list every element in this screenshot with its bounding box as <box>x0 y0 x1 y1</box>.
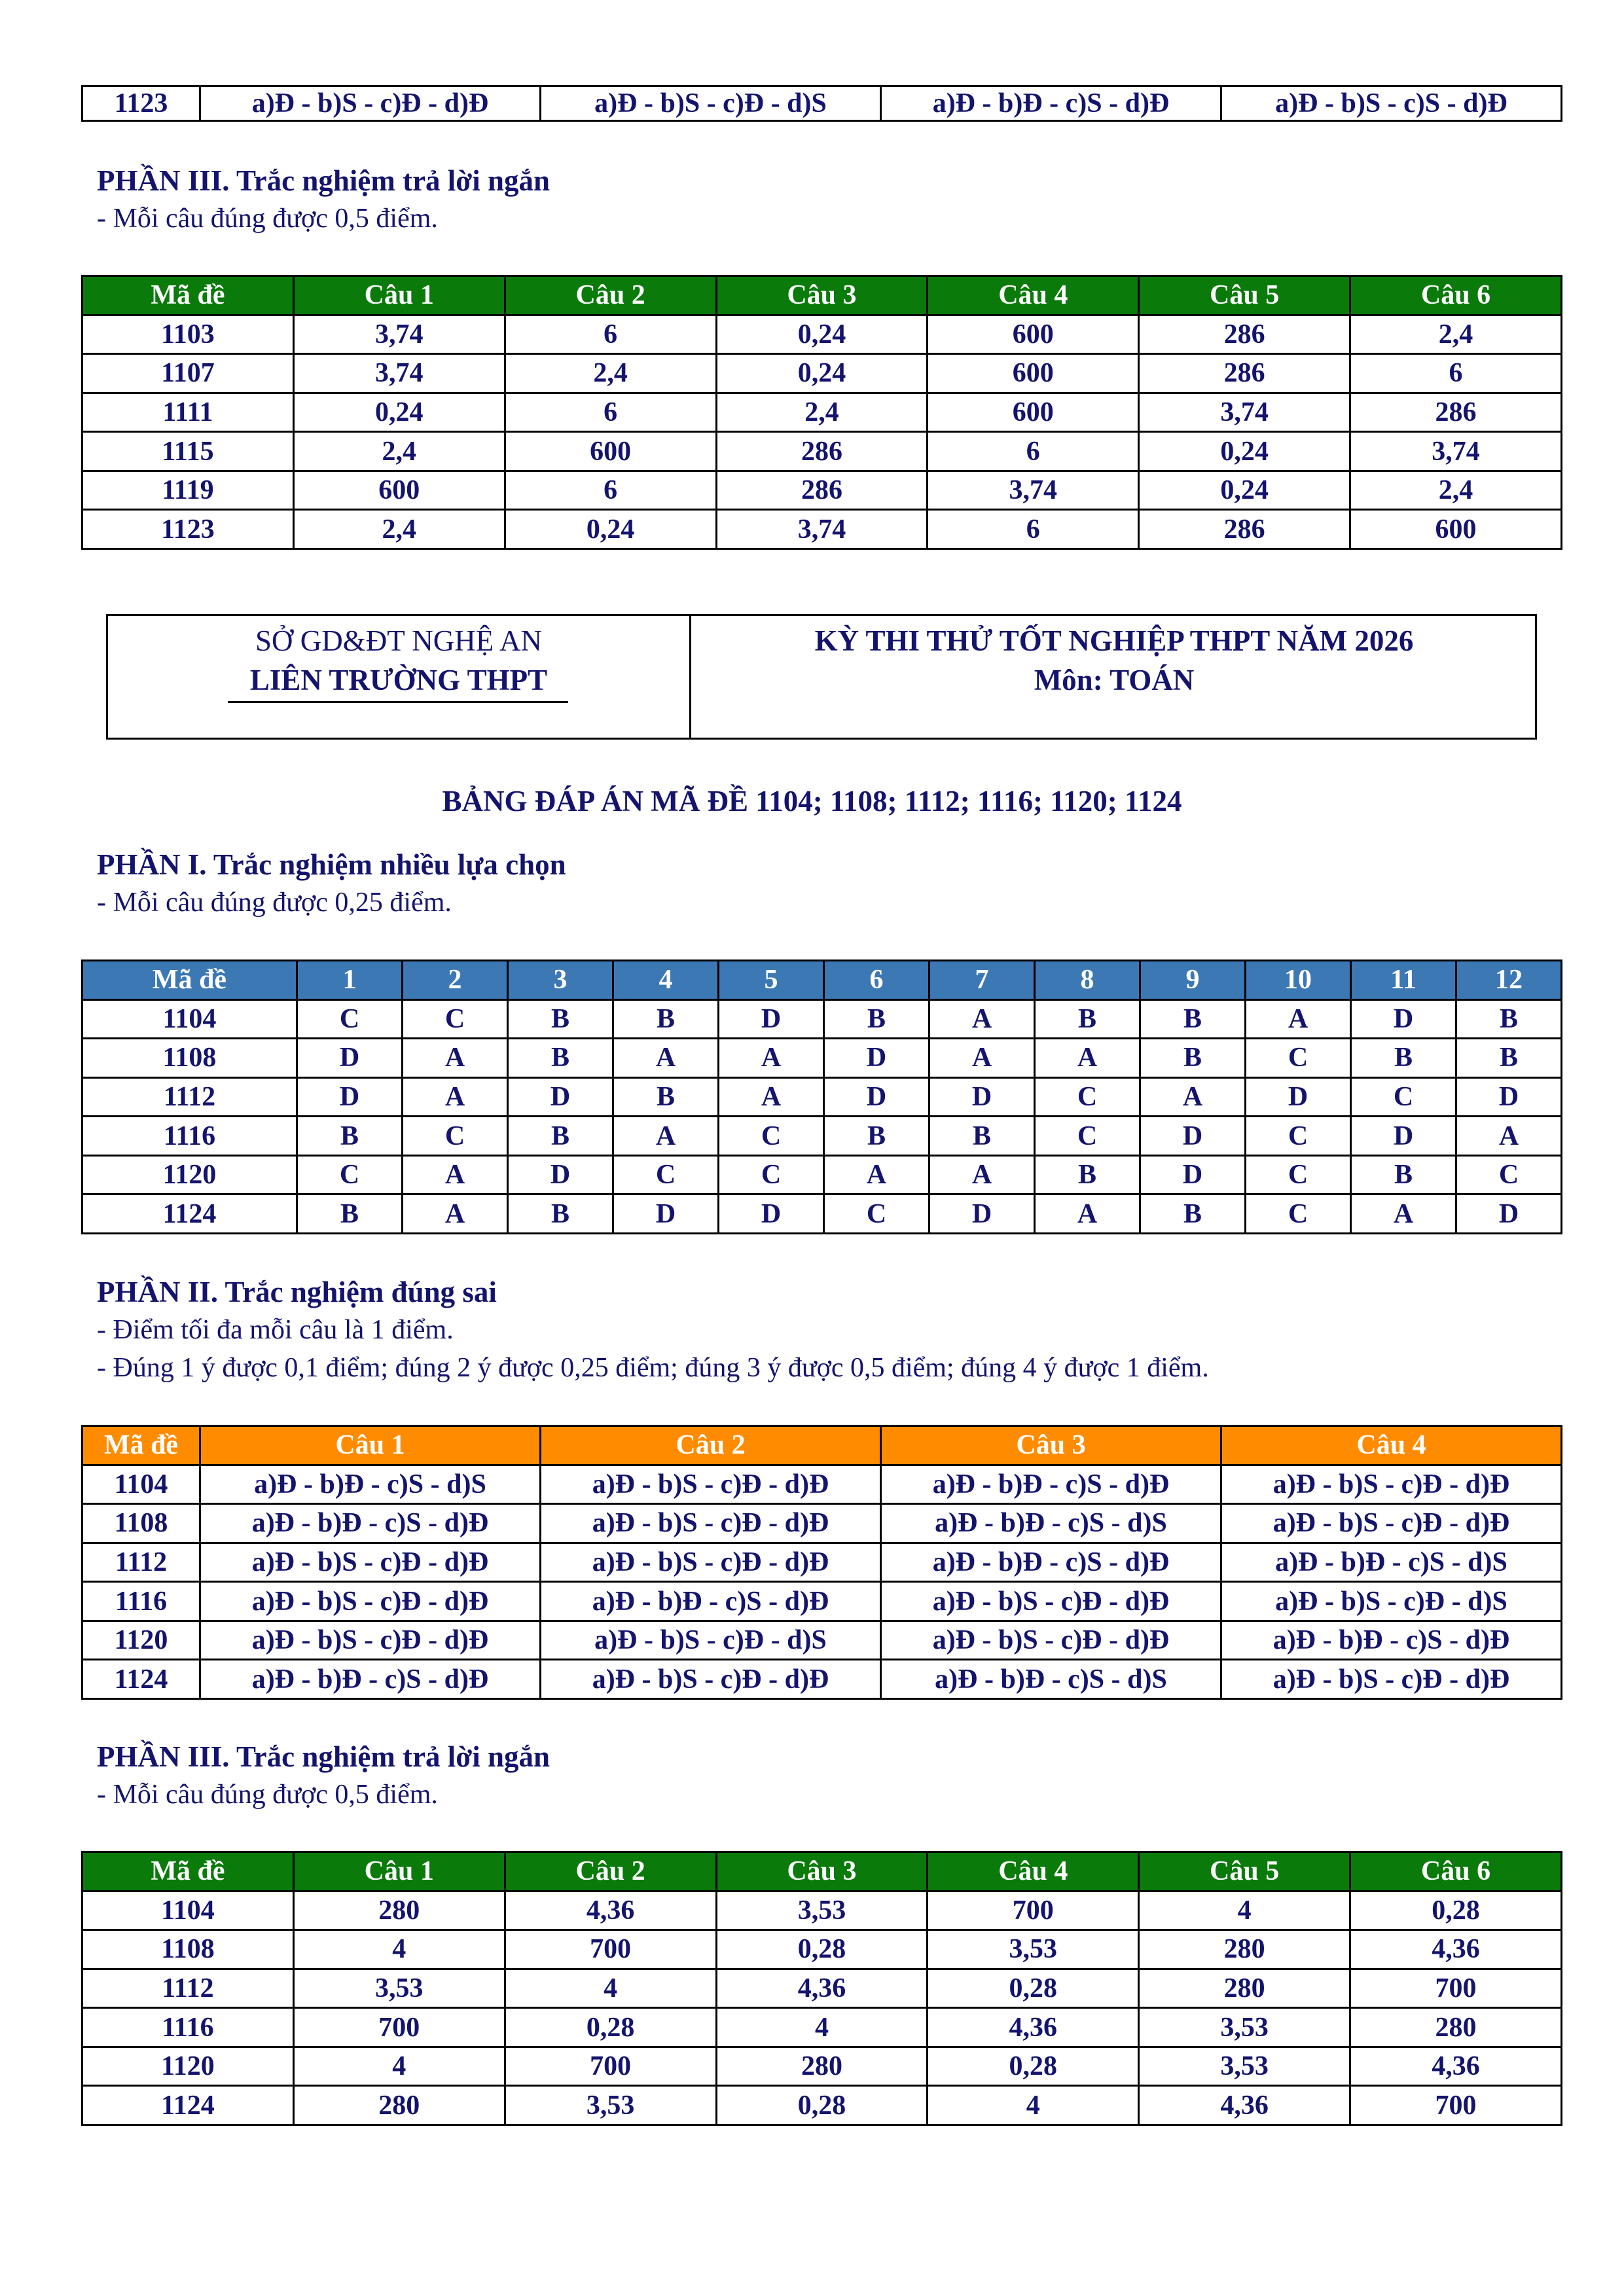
table-row <box>82 1582 1562 1621</box>
column-header: Câu 3 <box>881 1426 1221 1465</box>
answer-cell: C <box>1246 1194 1351 1234</box>
answer-cell: C <box>403 999 508 1039</box>
answer-cell: 3,53 <box>1139 2008 1350 2047</box>
answer-cell: A <box>1246 999 1351 1039</box>
answer-cell: D <box>297 1077 403 1117</box>
answer-cell: a)Đ - b)S - c)Đ - d)Đ <box>881 1582 1221 1621</box>
column-header: Mã đề <box>82 1852 294 1892</box>
answer-key-title: BẢNG ĐÁP ÁN MÃ ĐỀ 1104; 1108; 1112; 1116; 1120; 1124 <box>442 785 1182 817</box>
answer-cell: C <box>1246 1117 1351 1156</box>
code-cell: 1108 <box>82 1039 297 1078</box>
column-header: 6 <box>824 961 929 1000</box>
column-header: 4 <box>613 961 719 1000</box>
section-note: - Mỗi câu đúng được 0,5 điểm. <box>97 1780 438 1810</box>
code-cell: 1112 <box>82 1543 200 1582</box>
column-header: Câu 4 <box>928 276 1139 315</box>
exam-title: KỲ THI THỬ TỐT NGHIỆP THPT NĂM 2026 <box>814 624 1414 657</box>
answer-cell: a)Đ - b)S - c)Đ - d)Đ <box>1221 1465 1562 1504</box>
answer-cell: 700 <box>293 2008 505 2047</box>
column-header: Câu 3 <box>716 1852 928 1892</box>
answer-cell: A <box>613 1039 719 1078</box>
answer-cell: a)Đ - b)S - c)Đ - d)S <box>541 1621 881 1660</box>
answer-cell: C <box>1246 1039 1351 1078</box>
table-row <box>82 999 1562 1039</box>
answer-cell: A <box>719 1077 824 1117</box>
answer-cell: 0,24 <box>716 354 928 393</box>
code-cell: 1107 <box>82 354 294 393</box>
code-cell: 1108 <box>82 1930 294 1969</box>
column-header: 12 <box>1456 961 1562 1000</box>
answer-cell: 3,74 <box>928 471 1139 510</box>
answer-cell: 4 <box>505 1969 716 2008</box>
answer-cell: D <box>297 1039 403 1078</box>
answer-cell: a)Đ - b)S - c)Đ - d)S <box>1221 1582 1562 1621</box>
column-header: Câu 2 <box>505 1852 716 1892</box>
answer-cell: 3,74 <box>716 510 928 549</box>
answer-cell: A <box>1351 1194 1456 1234</box>
answer-cell: B <box>929 1117 1035 1156</box>
answer-cell: 0,28 <box>505 2008 716 2047</box>
answer-cell: C <box>1035 1117 1140 1156</box>
answer-cell: a)Đ - b)Đ - c)S - d)Đ <box>200 1504 541 1543</box>
code-cell: 1123 <box>82 510 294 549</box>
answer-cell: 0,28 <box>716 2086 928 2125</box>
answer-cell: D <box>613 1194 719 1234</box>
answer-cell: 286 <box>1139 510 1350 549</box>
answer-cell: 2,4 <box>293 510 505 549</box>
table-row <box>82 1194 1562 1234</box>
column-header: Câu 1 <box>200 1426 541 1465</box>
answer-cell: A <box>719 1039 824 1078</box>
answer-cell: 0,28 <box>716 1930 928 1969</box>
section-note: - Đúng 1 ý được 0,1 điểm; đúng 2 ý được 0,25 điểm; đúng 3 ý được 0,5 điểm; đúng 4 ý được 1 điểm. <box>97 1353 1209 1383</box>
column-header: Câu 5 <box>1139 276 1350 315</box>
answer-cell: 2,4 <box>1350 471 1562 510</box>
answer-cell: B <box>613 1077 719 1117</box>
answer-cell: a)Đ - b)Đ - c)S - d)Đ <box>541 1582 881 1621</box>
answer-cell: B <box>297 1194 403 1234</box>
answer-cell: D <box>824 1077 929 1117</box>
subject-name: Môn: TOÁN <box>1034 664 1195 696</box>
answer-cell: B <box>1351 1039 1456 1078</box>
answer-cell: a)Đ - b)Đ - c)S - d)Đ <box>1221 1621 1562 1660</box>
answer-cell: A <box>403 1194 508 1234</box>
section-title: PHẦN III. Trắc nghiệm trả lời ngắn <box>97 164 550 197</box>
answer-cell: 3,74 <box>293 354 505 393</box>
answer-cell: 4,36 <box>928 2008 1139 2047</box>
answer-cell: B <box>1456 1039 1562 1078</box>
header-row <box>82 961 1562 1000</box>
table-row <box>82 1155 1562 1194</box>
answer-cell: A <box>1035 1194 1140 1234</box>
part3-table-block1 <box>81 275 1562 550</box>
answer-cell: 3,74 <box>1350 432 1562 471</box>
part3-table-block2 <box>81 1851 1562 2126</box>
answer-cell: 6 <box>505 393 716 432</box>
table-row <box>82 1117 1562 1156</box>
code-cell: 1124 <box>82 1194 297 1234</box>
answer-cell: D <box>824 1039 929 1078</box>
part2-table <box>81 1425 1562 1700</box>
answer-cell: 4,36 <box>716 1969 928 2008</box>
answer-cell: 600 <box>505 432 716 471</box>
answer-cell: D <box>1351 1117 1456 1156</box>
code-cell: 1112 <box>82 1969 294 2008</box>
answer-cell: B <box>508 1039 613 1078</box>
answer-cell: C <box>297 999 403 1039</box>
answer-cell: 700 <box>1350 1969 1562 2008</box>
answer-cell: C <box>403 1117 508 1156</box>
answer-cell: D <box>508 1155 613 1194</box>
answer-cell: 6 <box>505 315 716 354</box>
answer-cell: 0,24 <box>1139 432 1350 471</box>
answer-cell: C <box>613 1155 719 1194</box>
answer-cell: 2,4 <box>1350 315 1562 354</box>
section-note: - Mỗi câu đúng được 0,5 điểm. <box>97 204 438 234</box>
table-row <box>82 315 1562 354</box>
code-cell: 1124 <box>82 1660 200 1699</box>
answer-cell: 2,4 <box>716 393 928 432</box>
answer-cell: a)Đ - b)S - c)Đ - d)Đ <box>200 1582 541 1621</box>
column-header: Mã đề <box>82 276 294 315</box>
answer-cell: 4 <box>1139 1891 1350 1930</box>
answer-cell: a)Đ - b)Đ - c)S - d)Đ <box>200 1660 541 1699</box>
answer-cell: A <box>929 1039 1035 1078</box>
table-row <box>82 1621 1562 1660</box>
answer-cell: a)Đ - b)S - c)Đ - d)Đ <box>1221 1660 1562 1699</box>
answer-cell: 286 <box>1139 354 1350 393</box>
code-cell: 1124 <box>82 2086 294 2125</box>
table-row <box>82 1504 1562 1543</box>
answer-cell: 286 <box>716 432 928 471</box>
answer-cell: B <box>1140 1039 1246 1078</box>
answer-cell: 286 <box>1350 393 1562 432</box>
section-note: - Điểm tối đa mỗi câu là 1 điểm. <box>97 1315 454 1345</box>
answer-cell: D <box>1140 1155 1246 1194</box>
answer-cell: A <box>403 1039 508 1078</box>
exam-header-box <box>106 614 1537 740</box>
answer-cell: a)Đ - b)S - c)Đ - d)Đ <box>200 1543 541 1582</box>
table-row <box>82 1039 1562 1078</box>
answer-cell: B <box>1456 999 1562 1039</box>
column-header: Câu 6 <box>1350 276 1562 315</box>
answer-cell: B <box>824 1117 929 1156</box>
answer-cell: a)Đ - b)Đ - c)S - d)S <box>881 1504 1221 1543</box>
column-header: Câu 6 <box>1350 1852 1562 1892</box>
header-row <box>82 1426 1562 1465</box>
table-row <box>82 1891 1562 1930</box>
answer-cell: 3,53 <box>928 1930 1139 1969</box>
answer-cell: B <box>824 999 929 1039</box>
answer-cell: 4,36 <box>1350 2047 1562 2086</box>
column-header: Câu 4 <box>928 1852 1139 1892</box>
answer-cell: 700 <box>505 1930 716 1969</box>
answer-cell: C <box>1351 1077 1456 1117</box>
answer-cell: C <box>719 1155 824 1194</box>
answer-cell: 600 <box>928 354 1139 393</box>
answer-cell: C <box>719 1117 824 1156</box>
column-header: Câu 1 <box>293 276 505 315</box>
table-row <box>82 2008 1562 2047</box>
answer-cell: 6 <box>1350 354 1562 393</box>
answer-cell: B <box>1035 1155 1140 1194</box>
answer-cell: 3,74 <box>293 315 505 354</box>
answer-cell: 4 <box>293 2047 505 2086</box>
column-header: 5 <box>719 961 824 1000</box>
table-row <box>82 86 1562 121</box>
answer-cell: A <box>403 1077 508 1117</box>
answer-cell: 4,36 <box>505 1891 716 1930</box>
answer-cell: a)Đ - b)Đ - c)S - d)Đ <box>881 1543 1221 1582</box>
school-underline <box>228 701 568 703</box>
section-title: PHẦN II. Trắc nghiệm đúng sai <box>97 1276 497 1308</box>
answer-cell: A <box>824 1155 929 1194</box>
answer-cell: 280 <box>293 2086 505 2125</box>
answer-cell: a)Đ - b)S - c)Đ - d)S <box>541 86 881 121</box>
answer-cell: 600 <box>1350 510 1562 549</box>
answer-cell: D <box>508 1077 613 1117</box>
answer-cell: D <box>1456 1194 1562 1234</box>
answer-cell: A <box>403 1155 508 1194</box>
table-row <box>82 1660 1562 1699</box>
table-row <box>82 2086 1562 2125</box>
answer-cell: 3,53 <box>716 1891 928 1930</box>
answer-cell: a)Đ - b)Đ - c)S - d)Đ <box>881 86 1221 121</box>
column-header: Câu 1 <box>293 1852 505 1892</box>
code-cell: 1104 <box>82 999 297 1039</box>
code-cell: 1120 <box>82 2047 294 2086</box>
table-row <box>82 2047 1562 2086</box>
table-row <box>82 510 1562 549</box>
column-header: Câu 5 <box>1139 1852 1350 1892</box>
answer-cell: a)Đ - b)S - c)Đ - d)Đ <box>541 1543 881 1582</box>
answer-cell: 0,24 <box>1139 471 1350 510</box>
answer-cell: C <box>824 1194 929 1234</box>
answer-cell: C <box>1456 1155 1562 1194</box>
code-cell: 1116 <box>82 1582 200 1621</box>
answer-cell: B <box>1140 999 1246 1039</box>
answer-cell: A <box>929 999 1035 1039</box>
table-row <box>82 1077 1562 1117</box>
answer-cell: D <box>929 1077 1035 1117</box>
answer-cell: 0,24 <box>293 393 505 432</box>
answer-cell: 286 <box>1139 315 1350 354</box>
answer-cell: 280 <box>293 1891 505 1930</box>
answer-cell: 3,53 <box>293 1969 505 2008</box>
table-row <box>82 393 1562 432</box>
column-header: Câu 3 <box>716 276 928 315</box>
column-header: 7 <box>929 961 1035 1000</box>
answer-cell: B <box>1140 1194 1246 1234</box>
answer-cell: 700 <box>505 2047 716 2086</box>
answer-cell: 3,74 <box>1139 393 1350 432</box>
answer-cell: A <box>929 1155 1035 1194</box>
table-row <box>82 354 1562 393</box>
table-row <box>82 471 1562 510</box>
answer-cell: 600 <box>293 471 505 510</box>
answer-cell: a)Đ - b)S - c)Đ - d)Đ <box>541 1660 881 1699</box>
answer-cell: D <box>1351 999 1456 1039</box>
answer-cell: 6 <box>505 471 716 510</box>
answer-cell: 0,24 <box>716 315 928 354</box>
answer-cell: 4,36 <box>1139 2086 1350 2125</box>
answer-cell: 6 <box>928 510 1139 549</box>
part1-table <box>81 960 1562 1234</box>
answer-cell: D <box>719 999 824 1039</box>
column-header: 9 <box>1140 961 1246 1000</box>
answer-cell: a)Đ - b)S - c)Đ - d)Đ <box>541 1465 881 1504</box>
answer-cell: B <box>297 1117 403 1156</box>
column-header: 3 <box>508 961 613 1000</box>
answer-cell: 4 <box>293 1930 505 1969</box>
code-cell: 1104 <box>82 1891 294 1930</box>
answer-cell: 3,53 <box>505 2086 716 2125</box>
answer-cell: D <box>1456 1077 1562 1117</box>
answer-cell: a)Đ - b)S - c)S - d)Đ <box>1221 86 1562 121</box>
answer-cell: 2,4 <box>293 432 505 471</box>
answer-cell: a)Đ - b)S - c)Đ - d)Đ <box>200 86 541 121</box>
school-name: LIÊN TRƯỜNG THPT <box>249 664 548 696</box>
answer-cell: B <box>1035 999 1140 1039</box>
answer-cell: 700 <box>1350 2086 1562 2125</box>
table-row <box>82 432 1562 471</box>
answer-cell: 2,4 <box>505 354 716 393</box>
answer-cell: A <box>1035 1039 1140 1078</box>
code-cell: 1116 <box>82 1117 297 1156</box>
answer-cell: a)Đ - b)S - c)Đ - d)Đ <box>881 1621 1221 1660</box>
answer-cell: a)Đ - b)Đ - c)S - d)S <box>200 1465 541 1504</box>
answer-cell: B <box>613 999 719 1039</box>
column-header: Mã đề <box>82 961 297 1000</box>
answer-cell: D <box>1140 1117 1246 1156</box>
answer-cell: A <box>1140 1077 1246 1117</box>
answer-cell: 0,28 <box>1350 1891 1562 1930</box>
answer-cell: 286 <box>716 471 928 510</box>
section-note: - Mỗi câu đúng được 0,25 điểm. <box>97 888 452 918</box>
answer-cell: 4 <box>928 2086 1139 2125</box>
table-row <box>82 1465 1562 1504</box>
answer-cell: B <box>508 1194 613 1234</box>
department-name: SỞ GD&ĐT NGHỆ AN <box>255 624 542 657</box>
answer-cell: B <box>508 999 613 1039</box>
answer-cell: 280 <box>1139 1930 1350 1969</box>
column-header: Mã đề <box>82 1426 200 1465</box>
header-row <box>82 276 1562 315</box>
answer-cell: 600 <box>928 315 1139 354</box>
answer-cell: D <box>929 1194 1035 1234</box>
code-cell: 1119 <box>82 471 294 510</box>
code-cell: 1112 <box>82 1077 297 1117</box>
answer-cell: 280 <box>716 2047 928 2086</box>
answer-cell: a)Đ - b)S - c)Đ - d)Đ <box>200 1621 541 1660</box>
column-header: 8 <box>1035 961 1140 1000</box>
answer-cell: C <box>1246 1155 1351 1194</box>
answer-cell: A <box>613 1117 719 1156</box>
section-title: PHẦN I. Trắc nghiệm nhiều lựa chọn <box>97 848 566 881</box>
code-cell: 1120 <box>82 1621 200 1660</box>
column-header: Câu 2 <box>541 1426 881 1465</box>
code-cell: 1116 <box>82 2008 294 2047</box>
column-header: Câu 2 <box>505 276 716 315</box>
answer-cell: a)Đ - b)Đ - c)S - d)S <box>1221 1543 1562 1582</box>
answer-cell: C <box>297 1155 403 1194</box>
answer-cell: 6 <box>928 432 1139 471</box>
table-row <box>82 1969 1562 2008</box>
header-row <box>82 1852 1562 1892</box>
column-header: 2 <box>403 961 508 1000</box>
column-header: 10 <box>1246 961 1351 1000</box>
answer-cell: C <box>1035 1077 1140 1117</box>
table-row <box>82 1543 1562 1582</box>
answer-cell: a)Đ - b)Đ - c)S - d)S <box>881 1660 1221 1699</box>
section-title: PHẦN III. Trắc nghiệm trả lời ngắn <box>97 1740 550 1773</box>
answer-cell: 280 <box>1139 1969 1350 2008</box>
answer-cell: a)Đ - b)S - c)Đ - d)Đ <box>1221 1504 1562 1543</box>
code-cell: 1120 <box>82 1155 297 1194</box>
column-header: 1 <box>297 961 403 1000</box>
code-cell: 1123 <box>82 86 200 121</box>
answer-cell: a)Đ - b)S - c)Đ - d)Đ <box>541 1504 881 1543</box>
answer-cell: D <box>1246 1077 1351 1117</box>
column-header: Câu 4 <box>1221 1426 1562 1465</box>
column-header: 11 <box>1351 961 1456 1000</box>
answer-cell: 4,36 <box>1350 1930 1562 1969</box>
answer-cell: B <box>1351 1155 1456 1194</box>
code-cell: 1108 <box>82 1504 200 1543</box>
code-cell: 1104 <box>82 1465 200 1504</box>
part2-continuation-table <box>81 85 1562 122</box>
code-cell: 1103 <box>82 315 294 354</box>
answer-cell: 3,53 <box>1139 2047 1350 2086</box>
answer-cell: A <box>1456 1117 1562 1156</box>
answer-cell: a)Đ - b)Đ - c)S - d)Đ <box>881 1465 1221 1504</box>
answer-cell: 600 <box>928 393 1139 432</box>
code-cell: 1115 <box>82 432 294 471</box>
answer-cell: 4 <box>716 2008 928 2047</box>
answer-cell: B <box>508 1117 613 1156</box>
answer-cell: D <box>719 1194 824 1234</box>
answer-cell: 0,28 <box>928 2047 1139 2086</box>
answer-cell: 0,24 <box>505 510 716 549</box>
answer-cell: 280 <box>1350 2008 1562 2047</box>
answer-cell: 700 <box>928 1891 1139 1930</box>
table-row <box>82 1930 1562 1969</box>
code-cell: 1111 <box>82 393 294 432</box>
answer-cell: 0,28 <box>928 1969 1139 2008</box>
